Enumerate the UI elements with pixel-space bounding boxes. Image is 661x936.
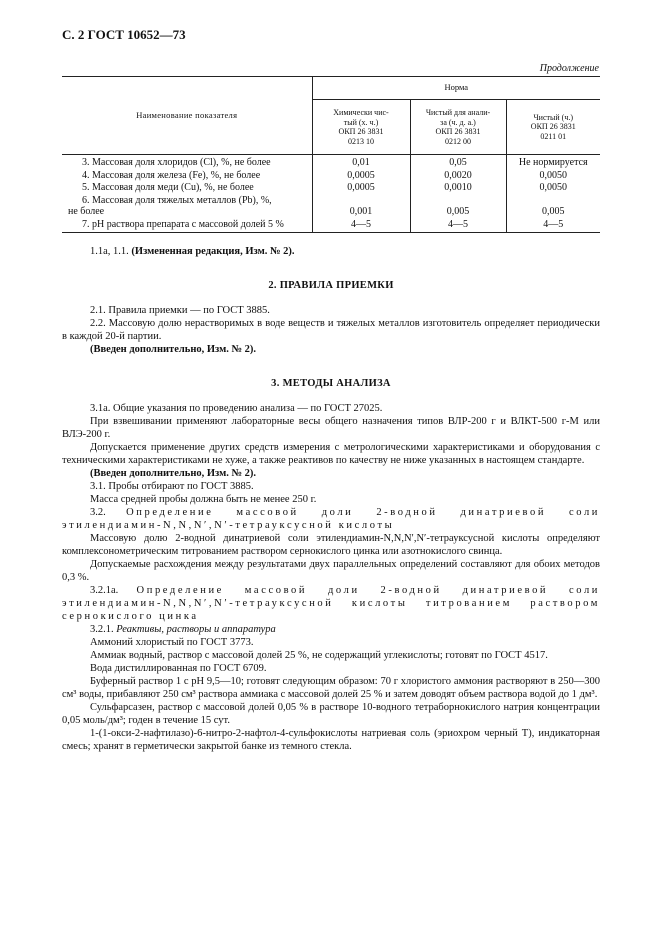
section-2-title: 2. ПРАВИЛА ПРИЕМКИ <box>268 280 394 291</box>
table-header-col2: Чистый для анали- за (ч. д. а.) ОКП 26 3831 0212 00 <box>410 100 506 155</box>
paragraph-3-1: 3.1. Пробы отбирают по ГОСТ 3885. <box>90 481 254 492</box>
table-header-norma: Норма <box>312 77 600 100</box>
page-header: С. 2 ГОСТ 10652—73 <box>62 27 186 42</box>
table-row: 6. Массовая доля тяжелых металлов (Pb), %, не более 0,001 0,005 0,005 <box>62 194 600 218</box>
amendment-note: (Введен дополнительно, Изм. № 2). <box>90 468 257 479</box>
reagent-item: Аммиак водный, раствор с массовой долей 25 %, не содержащий углекислоты; готовят по ГОСТ 4517. <box>90 650 548 661</box>
paragraph-3-2-tolerance: Допускаемые расхождения между результатами двух параллельных определений составляют для обоих методов 0,3 %. <box>62 559 600 583</box>
paragraph-3-1a: 3.1а. Общие указания по проведению анализа — по ГОСТ 27025. <box>90 403 383 414</box>
paragraph-3-2-method: Массовую долю 2-водной динатриевой соли этилендиамин-N,N,N′,N′-тетрауксусной кислоты определяют комплексонометрическим титрованием раствором сернокислого цинка или азотнокислого свинца. <box>62 533 600 557</box>
table-row: 7. pH раствора препарата с массовой долей 5 % 4—5 4—5 4—5 <box>62 218 600 233</box>
table-header-name: Наименование показателя <box>62 77 312 155</box>
table-row: 5. Массовая доля меди (Cu), %, не более 0,0005 0,0010 0,0050 <box>62 181 600 194</box>
amendment-note: (Введен дополнительно, Изм. № 2). <box>90 344 257 355</box>
table-row: 4. Массовая доля железа (Fe), %, не более 0,0005 0,0020 0,0050 <box>62 169 600 182</box>
amendment-note: 1.1а, 1.1. (Измененная редакция, Изм. № 2). <box>90 246 295 257</box>
table-header-col1: Химически чис- тый (х. ч.) ОКП 26 3831 0213 10 <box>312 100 410 155</box>
section-2 <box>62 279 600 356</box>
paragraph-2-1: 2.1. Правила приемки — по ГОСТ 3885. <box>90 305 270 316</box>
paragraph-3-2-heading: 3.2. Определение массовой доли 2-водной динатриевой соли этилендиамин-N,N,N′,N′-тетрауксусной кислоты <box>62 507 601 531</box>
paragraph-3-1-mass: Масса средней пробы должна быть не менее 250 г. <box>90 494 317 505</box>
section-3 <box>62 377 600 753</box>
paragraph-3-2-1-heading: 3.2.1. Реактивы, растворы и аппаратура <box>90 624 276 635</box>
reagent-item: Сульфарсазен, раствор с массовой долей 0,05 % в растворе 10-водного тетраборнокислого натрия концентрации 0,05 моль/дм³; годен в течение 15 сут. <box>62 702 600 726</box>
reagent-item: Вода дистиллированная по ГОСТ 6709. <box>90 663 267 674</box>
section-3-title: 3. МЕТОДЫ АНАЛИЗА <box>271 378 391 389</box>
reagent-item: Аммоний хлористый по ГОСТ 3773. <box>90 637 254 648</box>
table-row: 3. Массовая доля хлоридов (Cl), %, не более 0,01 0,05 Не нормируется <box>62 155 600 169</box>
continued-label: Продолжение <box>539 63 599 74</box>
paragraph-2-2: 2.2. Массовую долю нерастворимых в воде веществ и тяжелых металлов изготовитель определяет периодически в каждой 20-й партии. <box>62 318 600 342</box>
reagent-item: Буферный раствор 1 с pH 9,5—10; готовят следующим образом: 70 г хлористого аммония растворяют в 250—300 см³ воды, прибавляют 250 см³ раствора аммиака с массовой долей 25 % и затем доводят объем раствора водой до 1 дм³. <box>62 676 600 700</box>
table-header-col3: Чистый (ч.) ОКП 26 3831 0211 01 <box>506 100 600 155</box>
paragraph-3-2-1a-heading: 3.2.1а. Определение массовой доли 2-водной динатриевой соли этилендиамин-N,N,N′,N′-тетрауксусной кислоты титрованием раствором сернокислого цинка <box>62 585 601 622</box>
reagent-item: 1-(1-окси-2-нафтилазо)-6-нитро-2-нафтол-4-сульфокислоты натриевая соль (эриохром черный Т), индикаторная смесь; хранят в герметически закрытой банке из темного стекла. <box>62 728 600 752</box>
paragraph-3-1a-equipment: Допускается применение других средств измерения с метрологическими характеристиками и оборудования с техническими характеристиками не хуже, а также реактивов по качеству не ниже указанных в настоящем стандарте. <box>62 442 600 466</box>
paragraph-3-1a-scales: При взвешивании применяют лабораторные весы общего назначения типов ВЛР-200 г и ВЛКТ-500 г-М или ВЛЭ-200 г. <box>62 416 600 440</box>
norms-table <box>62 76 600 233</box>
